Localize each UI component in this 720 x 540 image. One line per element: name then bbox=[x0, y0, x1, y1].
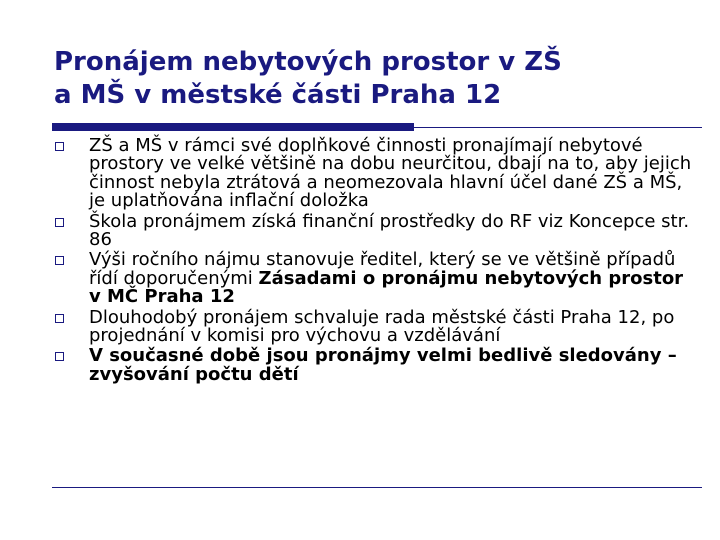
slide-title-line-2: a MŠ v městské části Praha 12 bbox=[54, 80, 502, 110]
bullet-item bbox=[54, 210, 694, 251]
bullet-bold-text: Zásadami o pronájmu nebytových prostor v MČ Praha 12 bbox=[89, 267, 684, 308]
hollow-square-icon bbox=[55, 352, 64, 361]
footer-divider-line bbox=[52, 487, 702, 488]
hollow-square-icon bbox=[55, 142, 64, 151]
bullet-item bbox=[54, 251, 694, 306]
bullet-text: Výši ročního nájmu stanovuje ředitel, který se ve většině případů řídí doporučenými bbox=[89, 249, 676, 289]
title-accent-bar bbox=[52, 123, 414, 131]
bullet-bold-text: V současné době jsou pronájmy velmi bedlivě sledovány – zvyšování počtu dětí bbox=[89, 345, 677, 385]
hollow-square-icon bbox=[55, 256, 64, 265]
bullet-item bbox=[54, 137, 694, 211]
bullet-list bbox=[54, 137, 694, 386]
hollow-square-icon bbox=[55, 218, 64, 227]
hollow-square-icon bbox=[55, 314, 64, 323]
slide-title-line-1: Pronájem nebytových prostor v ZŠ bbox=[54, 47, 562, 77]
bullet-text: Škola pronájmem získá finanční prostředky do RF viz Koncepce str. 86 bbox=[89, 210, 690, 251]
slide-title bbox=[54, 46, 694, 112]
bullet-item bbox=[54, 347, 694, 384]
bullet-text: Dlouhodobý pronájem schvaluje rada městské části Praha 12, po projednání v komisi pro výchovu a vzdělávání bbox=[89, 306, 675, 347]
bullet-item bbox=[54, 306, 694, 347]
bullet-text: ZŠ a MŠ v rámci své doplňkové činnosti pronajímají nebytové prostory ve velké většině na dobu neurčitou, dbají na to, aby jejich činnost nebyla ztrátová a neomezovala hlavní účel dané ZŠ a MŠ, je uplatňována inflační doložka bbox=[89, 135, 692, 212]
